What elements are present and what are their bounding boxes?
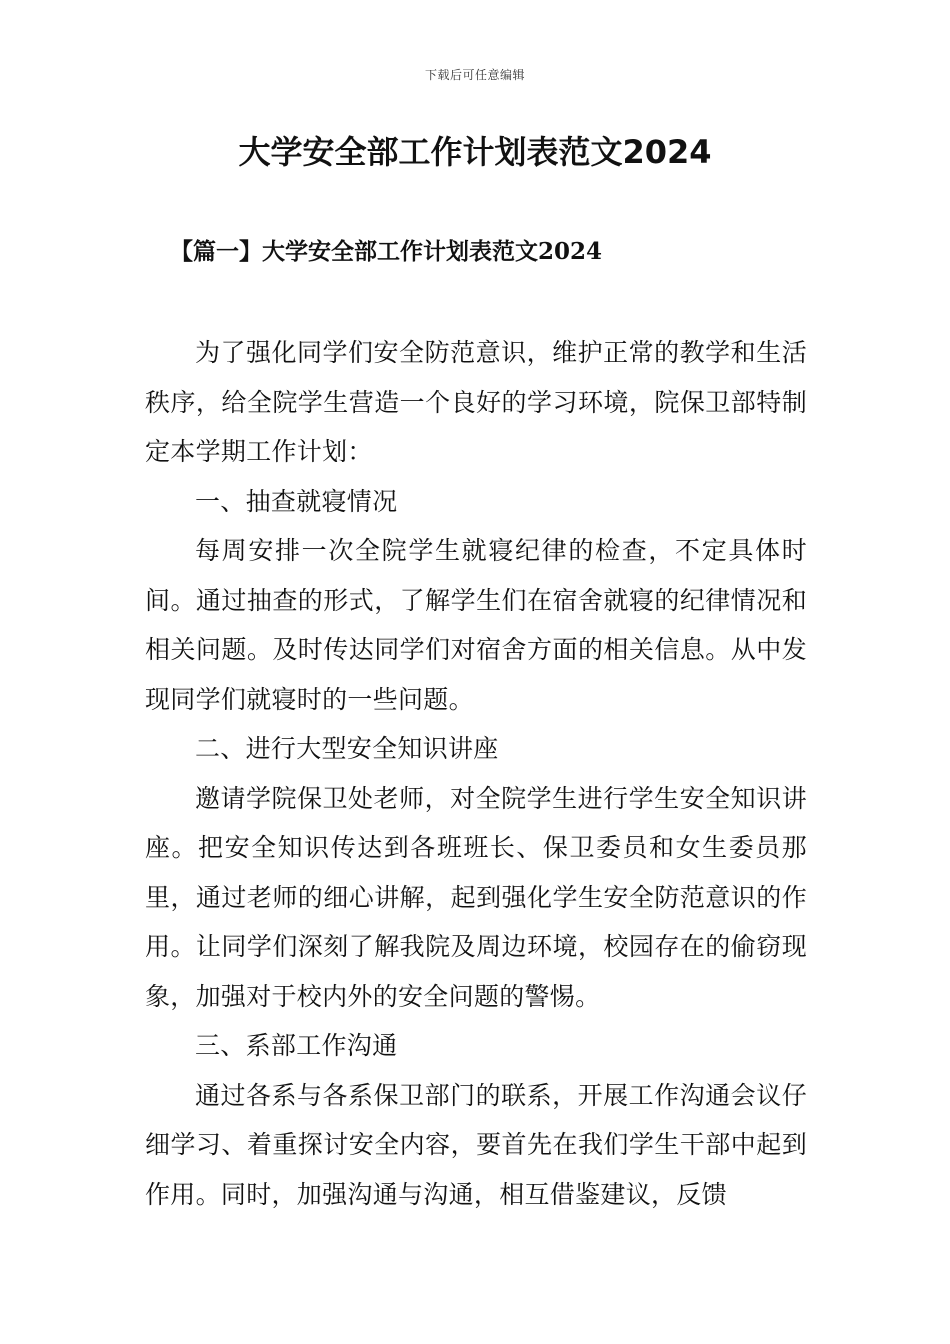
subheading-dorm-check: 一、抽查就寝情况 [195, 486, 398, 516]
subheading-department-communication: 三、系部工作沟通 [195, 1031, 398, 1060]
paragraph-safety-lecture: 邀请学院保卫处老师，对全院学生进行学生安全知识讲座。把安全知识传达到各班班长、保卫委员和女生委员那里，通过老师的细心讲解，起到强化学生安全防范意识的作用。让同学们深刻了解我院及周边环境，校园存在的偷窃现象，加强对于校内外的安全问题的警惕。 [145, 783, 807, 1011]
body-text [145, 328, 807, 1219]
subheading-safety-lecture: 二、进行大型安全知识讲座 [195, 734, 499, 763]
header-note: 下载后可任意编辑 [424, 68, 525, 82]
paragraph-department-communication: 通过各系与各系保卫部门的联系，开展工作沟通会议仔细学习、着重探讨安全内容，要首先在我们学生干部中起到作用。同时，加强沟通与沟通，相互借鉴建议，反馈 [145, 1080, 807, 1209]
paragraph-intro: 为了强化同学们安全防范意识，维护正常的教学和生活秩序，给全院学生营造一个良好的学习环境，院保卫部特制定本学期工作计划： [145, 338, 807, 466]
section-heading: 【篇一】大学安全部工作计划表范文2024 [170, 238, 603, 265]
document-title: 大学安全部工作计划表范文2024 [238, 133, 712, 171]
paragraph-dorm-check: 每周安排一次全院学生就寝纪律的检查，不定具体时间。通过抽查的形式，了解学生们在宿舍就寝的纪律情况和相关问题。及时传达同学们对宿舍方面的相关信息。从中发现同学们就寝时的一些问题。 [145, 536, 807, 714]
